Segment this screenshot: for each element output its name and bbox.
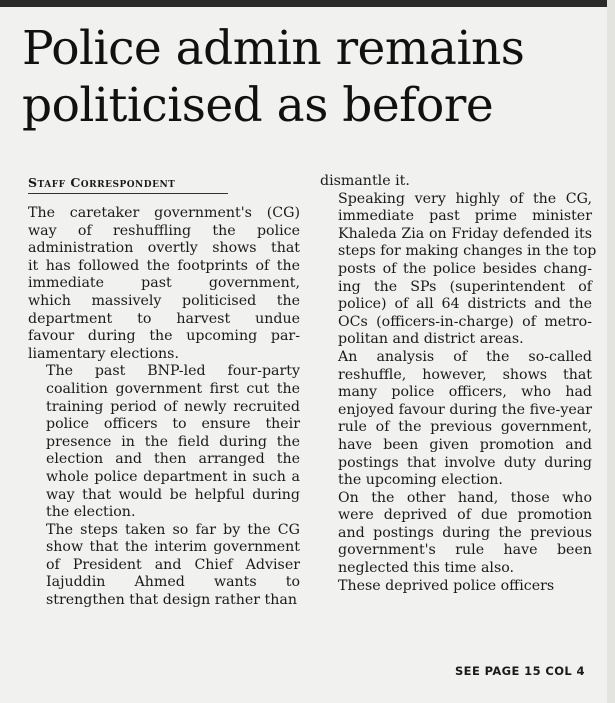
text-line: training period of newly recruited [46,398,300,415]
text-line: politan and district areas. [338,331,524,348]
text-line: dismantle it. [320,173,410,189]
paragraph [28,363,300,521]
text-line: show that the interim government [46,539,300,556]
text-line: OCs (officers-in-charge) of metro- [338,313,592,330]
text-line: police) of all 64 districts and the [338,296,592,313]
text-line: Iajuddin Ahmed wants to [46,574,300,591]
text-line: These deprived police officers [338,577,555,594]
text-line: The steps taken so far by the CG [46,521,300,538]
text-line: steps for making changes in the top [338,243,597,260]
text-line: immediate past government, [28,275,300,292]
text-line: the election. [46,504,136,521]
text-line: way of reshuffling the police [28,222,300,239]
text-line: ing the SPs (superintendent of [338,278,592,295]
page-edge [607,0,615,703]
text-line: reshuffle, however, shows that [338,366,592,383]
text-line: police officers to ensure their [46,416,300,433]
text-line: which massively politicised the [28,292,300,309]
text-line: whole police department in such a [46,468,300,485]
text-line: the upcoming election. [338,472,503,489]
text-line: administration overtly shows that [28,240,300,257]
headline [22,20,602,134]
text-line: and postings during the previous [338,524,592,541]
text-line: of President and Chief Adviser [46,556,300,573]
text-line: The caretaker government's (CG) [28,205,300,221]
text-line: postings that involve duty during [338,454,592,471]
text-line: department to harvest undue [28,310,300,327]
top-rule [0,0,615,7]
text-line: have been given promotion and [338,436,592,453]
text-line: immediate past prime minister [338,208,592,225]
text-line: many police officers, who had [338,384,592,401]
text-line: election and then arranged the [46,451,300,468]
column-2 [320,173,597,595]
text-line: government's rule have been [338,542,592,559]
text-line: strengthen that design rather than [46,592,297,609]
text-line: favour during the upcoming par- [28,328,300,345]
text-line: On the other hand, those who [338,489,592,506]
headline-line-1: Police admin remains [22,21,525,76]
paragraph [320,578,592,596]
text-line: coalition government first cut the [46,380,300,397]
column-1 [28,205,300,610]
text-line: presence in the field during the [46,433,300,450]
paragraph [320,173,592,191]
text-line: rule of the previous government, [338,419,592,436]
paragraph [320,490,592,578]
paragraph [28,522,300,610]
text-line: An analysis of the so-called [338,348,592,365]
text-line: enjoyed favour during the five-year [338,401,592,418]
paragraph [28,205,300,363]
headline-line-2: politicised as before [22,78,494,133]
paragraph [320,349,592,490]
text-line: posts of the police besides chang- [338,260,592,277]
paragraph [320,190,597,349]
text-line: The past BNP-led four-party [46,363,300,380]
text-line: Speaking very highly of the CG, [338,190,592,207]
text-line: way that would be helpful during [46,486,300,503]
continuation-note: SEE PAGE 15 COL 4 [455,664,585,678]
text-line: neglected this time also. [338,560,515,577]
text-line: liamentary elections. [28,345,179,362]
text-line: Khaleda Zia on Friday defended its [338,225,592,242]
text-line: it has followed the footprints of the [28,257,300,274]
text-line: were deprived of due promotion [338,507,592,524]
byline: Staff Correspondent [28,175,228,194]
